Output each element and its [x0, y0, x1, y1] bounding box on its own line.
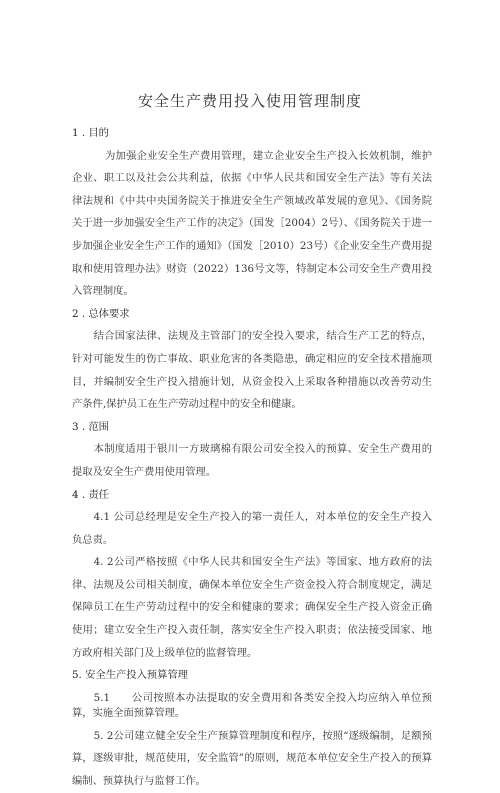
section-heading: 1 . 目的 — [72, 127, 109, 139]
body-paragraph: 本制度适用于银川一方玻璃棉有限公司安全投入的预算、安全生产费用的提取及安全生产费用使用管理。 — [72, 443, 432, 478]
document-body — [72, 122, 432, 793]
section-heading: 2 . 总体要求 — [72, 307, 130, 320]
section-heading: 4 . 责任 — [72, 488, 109, 501]
body-paragraph: 4. 2公司严格按照《中华人民共和国安全生产法》等国家、地方政府的法律、法规及公司相关制度，确保本单位安全生产资金投入符合制度规定，满足保障员工在生产劳动过程中的安全和健康的要求；确保安全生产投入资金正确使用；建立安全生产投入责任制，落实安全生产投入职责；依法接受国家、地方政府相关部门及上级单位的监督管理。 — [72, 556, 432, 659]
page-title: 安全生产费用投入使用管理制度 — [137, 92, 362, 110]
body-paragraph: 5.1 公司按照本办法提取的安全费用和各类安全投入均应纳入单位预算，实施全面预算管理。 — [72, 691, 432, 719]
body-paragraph: 4.1 公司总经理是安全生产投入的第一责任人，对本单位的安全生产投入负总责。 — [72, 511, 432, 546]
section-heading: 5. 安全生产投入预算管理 — [72, 669, 189, 682]
body-paragraph: 为加强企业安全生产费用管理，建立企业安全生产投入长效机制，维护企业、职工以及社会公共利益，依据《中华人民共和国安全生产法》等有关法律法规和《中共中央国务院关于推进安全生产领域改革发展的意见》、《国务院关于进一步加强安全生产工作的决定》（国发［2004）2号）、《国务院关于进一步加强企业安全生产工作的通知》（国发［2010）23号）《企业安全生产费用提取和使用管理办法》财资（2022）136号文等，特制定本公司安全生产费用投入管理制度。 — [72, 149, 432, 298]
section-heading: 3 . 范围 — [72, 420, 109, 433]
body-paragraph: 结合国家法律、法规及主管部门的安全投入要求，结合生产工艺的特点，针对可能发生的伤亡事故、职业危害的各类隐患，确定相应的安全技术措施项目，并编制安全生产投入措施计划，从资金投入上采取各种措施以改善劳动生产条件,保护员工在生产劳动过程中的安全和健康。 — [72, 330, 432, 411]
body-paragraph: 5. 2公司建立健全安全生产预算管理制度和程序，按照“逐级编制，足额预算，逐级审批，规范使用，安全监管”的原则，规范本单位安全生产投入的预算编制、预算执行与监督工作。 — [72, 729, 432, 788]
